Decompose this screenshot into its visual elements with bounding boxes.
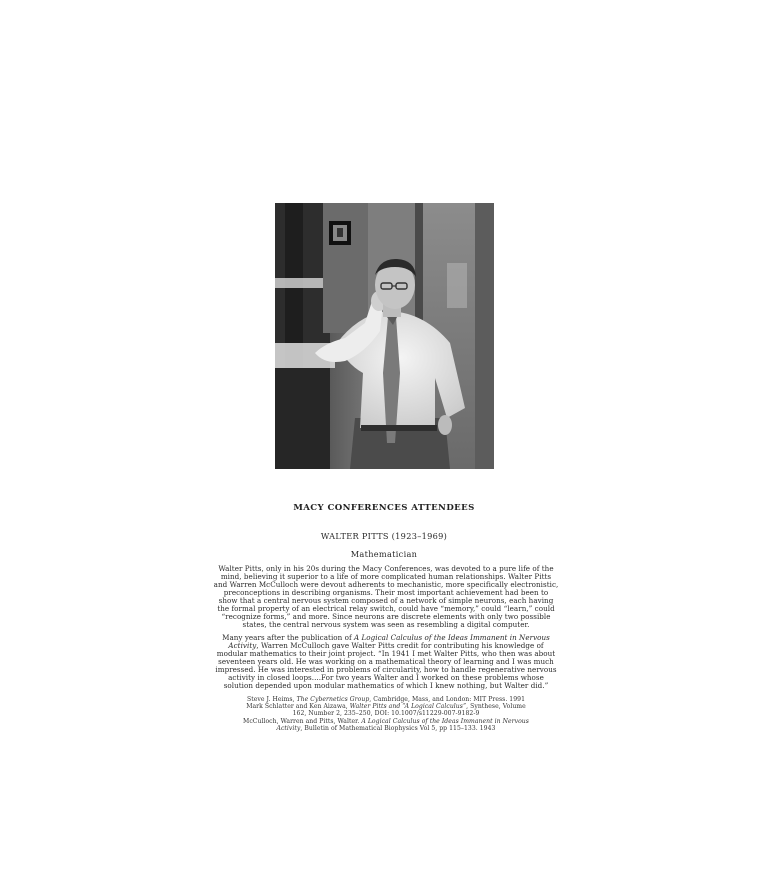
book-title: The Cybernetics Group (296, 696, 370, 703)
text-line: and Warren McCulloch were devout adherents to mechanistic, more specifically electronistic, (213, 580, 559, 590)
text-segment: , Bulletin of Mathematical Biophysics Vol 5, pp 115–133. 1943 (300, 724, 496, 732)
text-line: mind, believing it superior to a life of more complicated human relationships. Walter Pitts (220, 572, 552, 582)
article-title: Walter Pitts and “A Logical Calculus” (349, 703, 467, 711)
article-title: A Logical Calculus of the Ideas Immanent in Nervous (361, 717, 529, 725)
text-line: modular mathematics to their joint project. “In 1941 I met Walter Pitts, who then was about (216, 649, 556, 659)
reference-line (196, 696, 576, 703)
reference-line (196, 725, 576, 732)
text-segment: Many years after the publication of (222, 633, 354, 642)
text-segment: , Cambridge, Mass, and London: MIT Press. 1991 (369, 696, 526, 703)
text-segment: , Warren McCulloch gave Walter Pitts credit for contributing his knowledge of (256, 641, 544, 651)
text-line: seventeen years old. He was working on a mathematical theory of learning and I was much (218, 657, 554, 667)
reference-line (196, 718, 576, 725)
text-line: solution depended upon modular mathematics of which I knew nothing, but Walter did.” (223, 681, 549, 691)
text-segment: McCulloch, Warren and Pitts, Walter. (243, 717, 362, 725)
reference-line: 162, Number 2, 235–250, DOI: 10.1007/s11229-007-9182-9 (292, 710, 480, 718)
person-role: Mathematician (350, 549, 418, 559)
text-line: preconceptions in describing organisms. Their most important achievement had been to (223, 588, 549, 598)
text-line: Walter Pitts, only in his 20s during the Macy Conferences, was devoted to a pure life of the (218, 564, 554, 573)
publication-title: A Logical Calculus of the Ideas Immanent in Nervous (353, 633, 550, 642)
reference-line (196, 703, 576, 710)
person-name: WALTER PITTS (1923–1969) (320, 531, 448, 541)
text-line: the formal property of an electrical relay switch, could have “memory,” could “learn,” could (217, 604, 555, 614)
text-segment: , Synthese, Volume (466, 703, 526, 711)
text-line: show that a central nervous system composed of a network of simple neurons, each having (218, 596, 554, 606)
portrait-photo (275, 203, 494, 469)
article-title: Activity (276, 724, 301, 732)
text-segment: Steve J. Heims, (246, 696, 297, 703)
text-line: states, the central nervous system was seen as resembling a digital computer. (242, 620, 530, 630)
biography-paragraph-2 (190, 634, 582, 690)
references (196, 696, 576, 732)
publication-title: Activity (228, 641, 257, 651)
text-line: “recognize forms,” and more. Since neurons are discrete elements with only two possible (221, 612, 551, 622)
text-line: impressed. He was interested in problems of circularity, how to handle regenerative nervous (215, 665, 557, 675)
text-segment: Mark Schlatter and Ken Aizawa, (246, 703, 350, 711)
text-line: activity in closed loops....For two years Walter and I worked on these problems whose (228, 673, 544, 683)
page-heading: MACY CONFERENCES ATTENDEES (293, 503, 475, 513)
biography-paragraph-1 (190, 565, 582, 629)
